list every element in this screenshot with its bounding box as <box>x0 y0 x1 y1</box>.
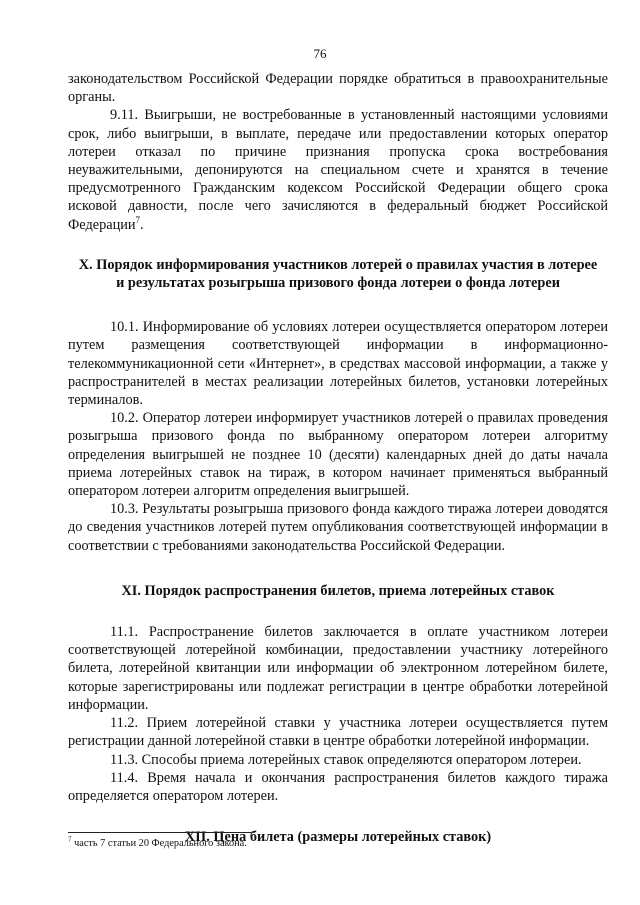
section-xii-heading: XII. Цена билета (размеры лотерейных ставок) <box>184 829 492 846</box>
document-body <box>68 70 608 846</box>
footnote-separator <box>68 832 251 833</box>
page-number: 76 <box>313 46 327 61</box>
paragraph-10-2: 10.2. Оператор лотереи информирует участников лотерей о правилах проведения розыгрыша призового фонда по выбранному оператором лотереи алгоритму определения выигрышей не позднее 10 (десяти) календарных дней до даты начала приема лотерейных ставок на тираж, в котором начинает применяться выбранный оператором лотереи алгоритм определения выигрышей. <box>68 410 608 500</box>
paragraph-10-1: 10.1. Информирование об условиях лотереи осуществляется оператором лотереи путем размещения соответствующей информации в информационно-телекоммуникационной сети «Интернет», в средствах массовой информации, а также у распространителей в местах реализации лотерейных билетов, установки лотерейных терминалов. <box>68 319 608 409</box>
footnote-text: часть 7 статьи 20 Федерального закона. <box>71 838 247 849</box>
paragraph-9-11 <box>68 106 608 233</box>
paragraph-9-11-text: 9.11. Выигрыши, не востребованные в установленный настоящими условиями срок, либо выигрыши, в выплате, передаче или предоставлении которых оператор лотереи отказал по причине признания пропуска срока востребования неуважительными, депонируются на специальном счете и хранятся в течение предусмотренного Гражданским кодексом Российской Федерации общего срока исковой давности, после чего зачисляются в федеральный бюджет Российской Федерации <box>68 107 608 233</box>
footnote-reference: 7 <box>135 214 141 225</box>
paragraph-10-3: 10.3. Результаты розыгрыша призового фонда каждого тиража лотереи доводятся до сведения участников лотерей путем опубликования соответствующей информации в соответствии с требованиями законодательства Российской Федерации. <box>68 501 608 554</box>
paragraph-11-4: 11.4. Время начала и окончания распространения билетов каждого тиража определяется оператором лотереи. <box>68 769 608 804</box>
section-xi-heading: XI. Порядок распространения билетов, приема лотерейных ставок <box>121 582 555 599</box>
section-x-heading-line1: X. Порядок информирования участников лотерей о правилах участия в лотерее <box>78 256 598 273</box>
section-x-heading <box>68 256 608 292</box>
paragraph-11-2: 11.2. Прием лотерейной ставки у участника лотереи осуществляется путем регистрации данной лотерейной ставки в центре обработки лотерейной информации. <box>68 715 608 750</box>
footnote-marker: 7 <box>68 835 72 844</box>
section-x-heading-line2: и результатах розыгрыша призового фонда лотереи о фонда лотереи <box>116 275 560 292</box>
paragraph-intro-continuation: законодательством Российской Федерации порядке обратиться в правоохранительные органы. <box>68 71 608 106</box>
paragraph-11-3: 11.3. Способы приема лотерейных ставок определяются оператором лотереи. <box>110 751 582 768</box>
paragraph-9-11-end: . <box>140 216 144 233</box>
paragraph-11-1: 11.1. Распространение билетов заключается в оплате участником лотереи соответствующей лотерейной комбинации, предоставлении участнику лотерейного билета, лотерейной квитанции или информации об электронном лотерейном билете, которые зарегистрированы или подлежат регистрации в центре обработки лотерейной информации. <box>68 624 608 713</box>
footnote <box>68 837 608 850</box>
